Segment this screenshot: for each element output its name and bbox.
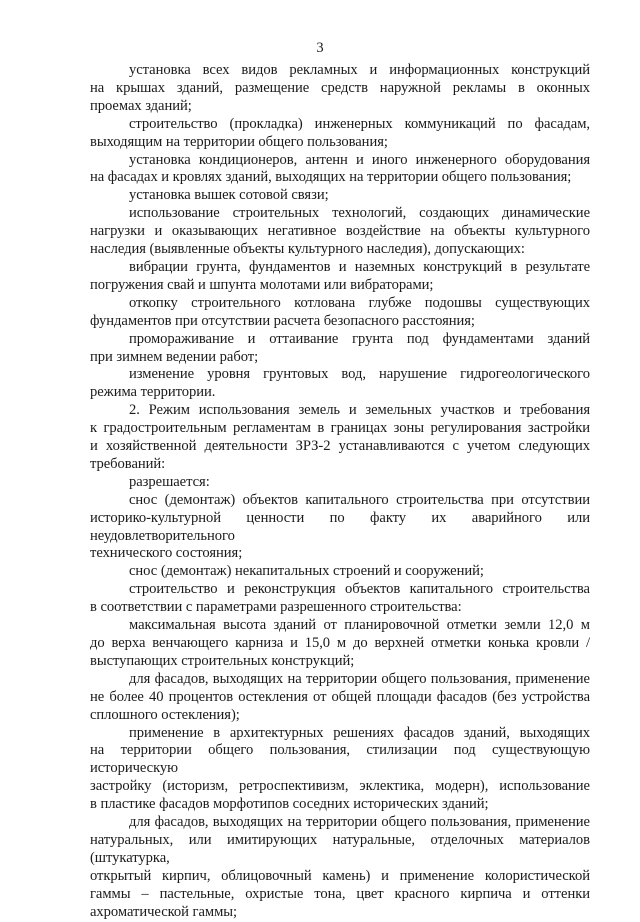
paragraph-line: строительство и реконструкция объектов капитального строительства bbox=[129, 581, 590, 598]
paragraph bbox=[90, 814, 590, 921]
paragraph bbox=[90, 492, 590, 564]
paragraph-line: снос (демонтаж) некапитальных строений и сооружений; bbox=[129, 563, 484, 580]
paragraph-line: застройку (историзм, ретроспективизм, эклектика, модерн), использование bbox=[90, 778, 590, 795]
paragraph-line: ахроматической гаммы; bbox=[90, 903, 238, 920]
paragraph bbox=[90, 402, 590, 474]
paragraph bbox=[90, 295, 590, 331]
paragraph-line: разрешается: bbox=[129, 473, 210, 490]
paragraph-line: на фасадах и кровлях зданий, выходящих на территории общего пользования; bbox=[90, 169, 572, 186]
paragraph bbox=[90, 366, 590, 402]
paragraph-line: требований: bbox=[90, 455, 166, 472]
paragraph-line: для фасадов, выходящих на территории общего пользования, применение bbox=[129, 814, 590, 831]
paragraph-line: наследия (выявленные объекты культурного наследия), допускающих: bbox=[90, 241, 525, 258]
paragraph-line: выступающих строительных конструкций; bbox=[90, 652, 355, 669]
paragraph-line: для фасадов, выходящих на территории общего пользования, применение bbox=[129, 670, 590, 687]
paragraph-line: в соответствии с параметрами разрешенного строительства: bbox=[90, 599, 462, 616]
paragraph bbox=[90, 725, 590, 815]
paragraph-line: максимальная высота зданий от планировочной отметки земли 12,0 м bbox=[129, 617, 590, 634]
paragraph-line: сплошного остекления); bbox=[90, 706, 240, 723]
paragraph bbox=[90, 152, 590, 188]
page-number: 3 bbox=[316, 40, 324, 56]
paragraph-line: фундаментов при отсутствии расчета безопасного расстояния; bbox=[90, 312, 475, 329]
paragraph-line: промораживание и оттаивание грунта под фундаментами зданий bbox=[129, 330, 590, 347]
paragraph-line: изменение уровня грунтовых вод, нарушение гидрогеологического bbox=[129, 366, 590, 383]
paragraph-line: строительство (прокладка) инженерных коммуникаций по фасадам, bbox=[129, 115, 590, 132]
paragraph-line: установка кондиционеров, антенн и иного инженерного оборудования bbox=[129, 151, 590, 168]
paragraph-line: и хозяйственной деятельности ЗРЗ-2 устанавливаются с учетом следующих bbox=[90, 438, 590, 455]
paragraph bbox=[90, 116, 590, 152]
paragraph bbox=[90, 259, 590, 295]
paragraph-line: при зимнем ведении работ; bbox=[90, 348, 259, 365]
paragraph bbox=[90, 617, 590, 671]
paragraph-line: режима территории. bbox=[90, 384, 216, 401]
paragraph bbox=[90, 331, 590, 367]
paragraph-line: на территории общего пользования, стилизации под существующую историческую bbox=[90, 742, 590, 777]
paragraph-line: установка всех видов рекламных и информационных конструкций bbox=[129, 62, 590, 78]
paragraph bbox=[90, 581, 590, 617]
document-body bbox=[90, 62, 590, 922]
paragraph bbox=[90, 205, 590, 259]
paragraph bbox=[90, 563, 590, 581]
paragraph-line: в пластике фасадов морфотипов соседних исторических зданий; bbox=[90, 796, 489, 813]
paragraph-line: откопку строительного котлована глубже подошвы существующих bbox=[129, 294, 590, 311]
paragraph-line: выходящим на территории общего пользования; bbox=[90, 133, 388, 150]
paragraph-line: до верха венчающего карниза и 15,0 м до верхней отметки конька кровли / bbox=[90, 635, 590, 651]
paragraph-line: не более 40 процентов остекления от общей площади фасадов (без устройства bbox=[90, 688, 590, 705]
paragraph-line: снос (демонтаж) объектов капитального строительства при отсутствии bbox=[129, 491, 590, 508]
paragraph bbox=[90, 187, 590, 205]
paragraph-line: к градостроительным регламентам в границах зоны регулирования застройки bbox=[90, 420, 590, 437]
paragraph-line: на крышах зданий, размещение средств наружной рекламы в оконных bbox=[90, 79, 590, 96]
paragraph-line: нагрузки и оказывающих негативное воздействие на объекты культурного bbox=[90, 223, 590, 240]
paragraph-line: технического состояния; bbox=[90, 545, 243, 562]
paragraph-line: использование строительных технологий, создающих динамические bbox=[129, 205, 590, 222]
paragraph bbox=[90, 62, 590, 116]
paragraph-line: применение в архитектурных решениях фасадов зданий, выходящих bbox=[129, 724, 590, 741]
paragraph bbox=[90, 671, 590, 725]
paragraph-line: вибрации грунта, фундаментов и наземных конструкций в результате bbox=[129, 258, 590, 275]
paragraph-line: историко-культурной ценности по факту их аварийного или неудовлетворительного bbox=[90, 509, 590, 544]
paragraph bbox=[90, 474, 590, 492]
paragraph-line: проемах зданий; bbox=[90, 97, 192, 114]
paragraph-line: гаммы – пастельные, охристые тона, цвет красного кирпича и оттенки bbox=[90, 885, 590, 902]
paragraph-line: открытый кирпич, облицовочный камень) и применение колористической bbox=[90, 867, 590, 884]
paragraph-line: установка вышек сотовой связи; bbox=[129, 187, 329, 204]
paragraph-line: натуральных, или имитирующих натуральные, отделочных материалов (штукатурка, bbox=[90, 831, 590, 866]
paragraph-line: 2. Режим использования земель и земельных участков и требования bbox=[129, 402, 590, 419]
paragraph-line: погружения свай и шпунта молотами или вибраторами; bbox=[90, 276, 434, 293]
